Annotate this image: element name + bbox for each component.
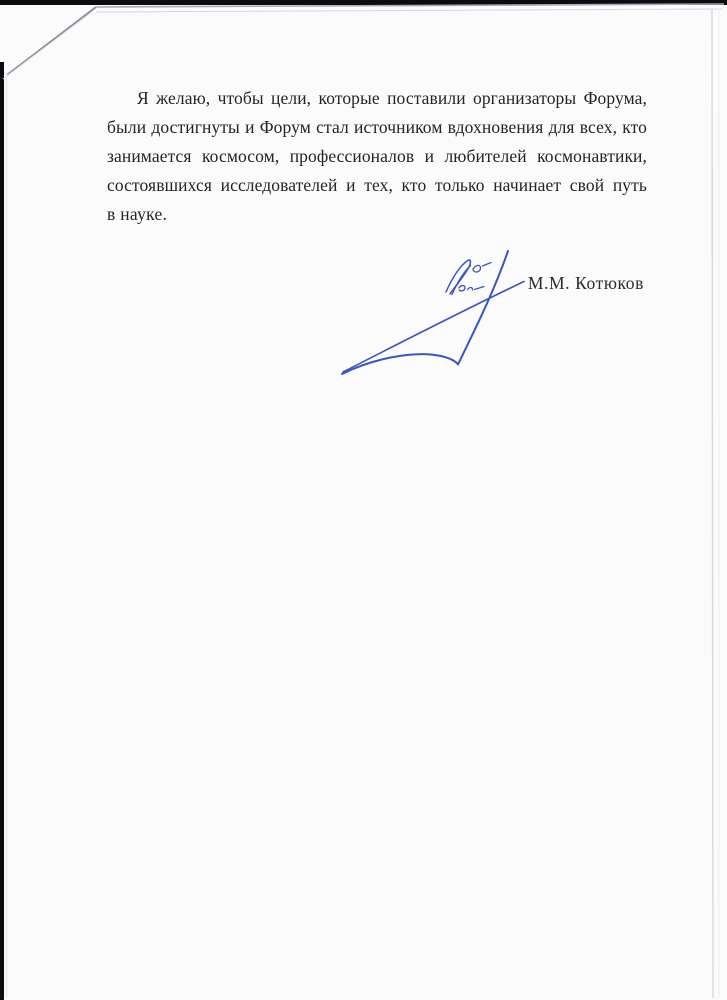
letter-body-line: состоявшихся исследователей и тех, кто только начинает свой путь <box>107 175 647 195</box>
letter-body <box>107 84 647 229</box>
letter-body-line: в науке. <box>107 204 168 224</box>
letter-body-line: были достигнуты и Форум стал источником вдохновения для всех, кто <box>107 117 647 137</box>
scanner-background-top <box>0 0 727 5</box>
letter-body-line: Я желаю, чтобы цели, которые поставили организаторы Форума, <box>137 88 647 108</box>
signatory-name: М.М. Котюков <box>527 273 644 293</box>
letter-body-line: занимается космосом, профессионалов и любителей космонавтики, <box>107 146 647 166</box>
scanner-background-left <box>0 62 4 1000</box>
